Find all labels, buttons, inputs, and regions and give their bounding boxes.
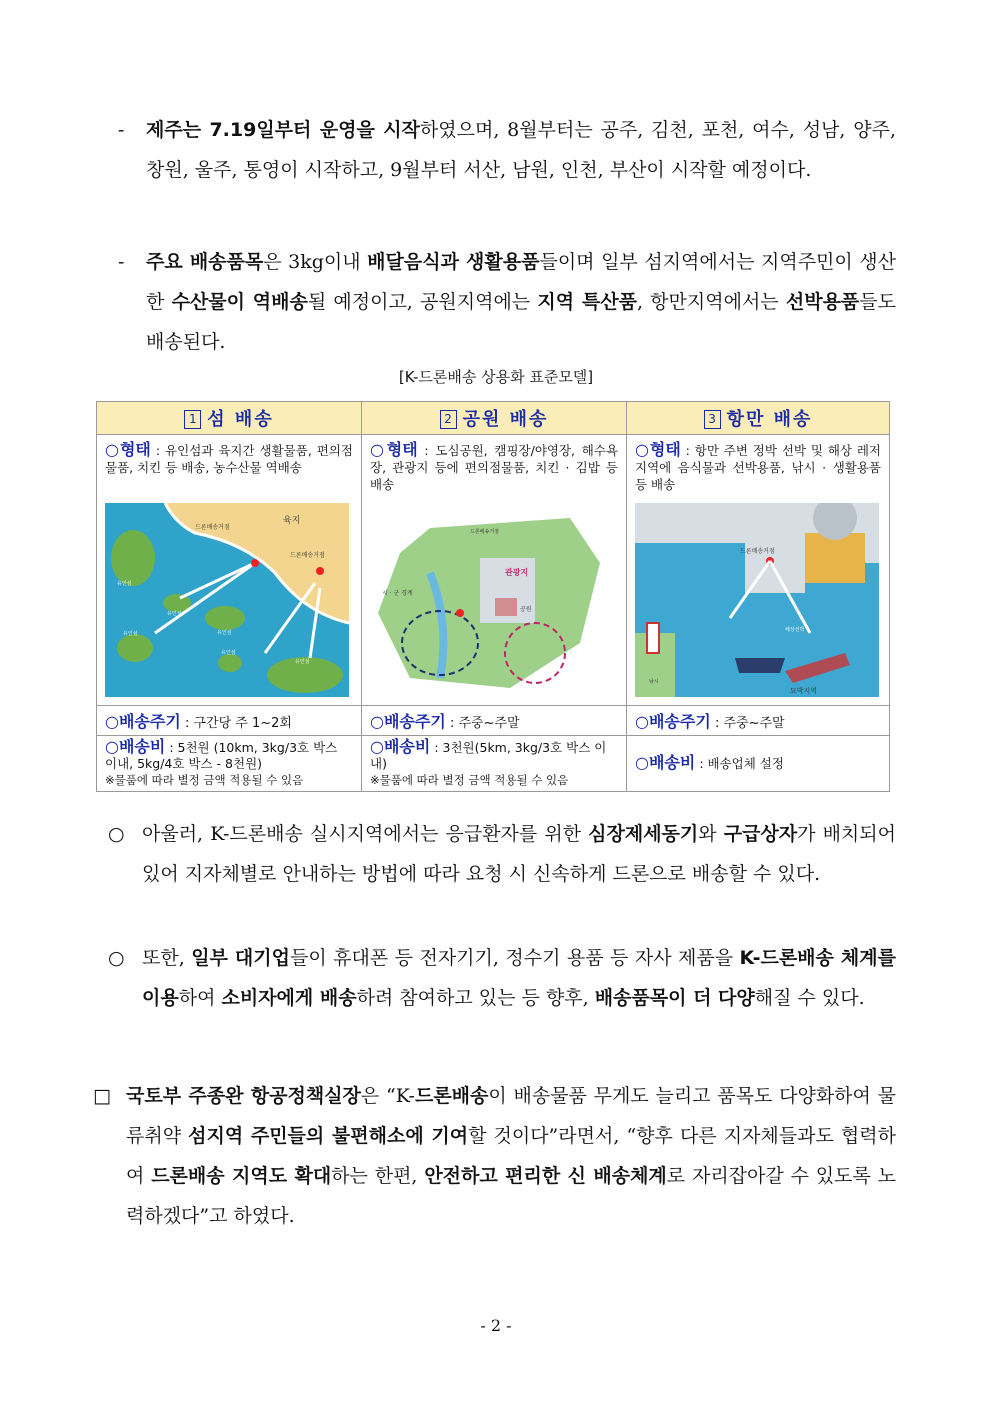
- port-delivery-illustration: [635, 503, 879, 697]
- map-label: 해상선박: [785, 627, 805, 633]
- park-delivery-illustration: [370, 503, 614, 697]
- column-header-park: [362, 402, 627, 435]
- form-label: ○형태: [635, 440, 681, 459]
- cycle-text: : 주중~주말: [714, 716, 785, 731]
- map-label: 유인섬: [167, 611, 182, 617]
- column-title: 항만 배송: [726, 409, 813, 430]
- cycle-label: ○배송주기: [635, 712, 711, 731]
- island-fee-cell: [97, 736, 362, 792]
- number-box: 2: [440, 410, 457, 429]
- form-text: : 유인섬과 육지간 생활물품, 편의점물품, 치킨 등 배송, 농수산물 역배송: [105, 443, 353, 475]
- cycle-label: ○배송주기: [105, 712, 181, 731]
- island-delivery-illustration: [105, 503, 349, 697]
- map-label: 드론배송거점: [470, 529, 499, 535]
- form-label: ○형태: [370, 440, 418, 459]
- form-text: : 항만 주변 정박 선박 및 해상 레저지역에 음식물과 선박용품, 낚시 · 생활용품 등 배송: [635, 443, 881, 492]
- page-number: - 2 -: [480, 1316, 512, 1335]
- paragraph-jeju-schedule: 제주는 7.19일부터 운영을 시작하였으며, 8월부터는 공주, 김천, 포천, 여수, 성남, 양주, 창원, 울주, 통영이 시작하고, 9월부터 서산, 남원, 인천, 부산이 시작할 예정이다.: [146, 119, 896, 181]
- park-description-cell: [362, 435, 627, 706]
- park-cycle-cell: [362, 706, 627, 736]
- fee-label: ○배송비: [370, 737, 431, 756]
- island-cycle-cell: [97, 706, 362, 736]
- map-label: 드론배송거점: [195, 524, 230, 531]
- map-label: 유인섬: [123, 631, 138, 637]
- map-label: 유인섬: [295, 659, 310, 665]
- square-marker: □: [93, 1085, 111, 1107]
- port-cycle-cell: [627, 706, 890, 736]
- column-title: 공원 배송: [462, 409, 549, 430]
- cycle-text: : 주중~주말: [449, 716, 520, 731]
- form-text: : 도심공원, 캠핑장/야영장, 해수욕장, 관광지 등에 편의점물품, 치킨 · 김밥 등 배송: [370, 443, 618, 492]
- fee-text: : 5천원 (10km, 3kg/3호 박스 이내, 5kg/4호 박스 - 8천원): [105, 740, 338, 771]
- map-label: 유인섬: [221, 650, 236, 656]
- island-description-cell: [97, 435, 362, 706]
- fee-label: ○배송비: [105, 737, 166, 756]
- number-box: 1: [184, 410, 201, 429]
- dash-marker: -: [118, 119, 125, 141]
- paragraph-emergency-delivery: 아울러, K-드론배송 실시지역에서는 응급환자를 위한 심장제세동기와 구급상자가 배치되어 있어 지자체별로 안내하는 방법에 따라 요청 시 신속하게 드론으로 배송할 수 있다.: [142, 823, 896, 885]
- map-label: 육지: [283, 516, 301, 526]
- paragraph-corporate-participation: 또한, 일부 대기업들이 휴대폰 등 전자기기, 정수기 용품 등 자사 제품을 K-드론배송 체계를 이용하여 소비자에게 배송하려 참여하고 있는 등 향후, 배송품목이 더 다양해질 수 있다.: [142, 947, 896, 1009]
- port-fee-cell: [627, 736, 890, 792]
- paragraph-official-statement: 국토부 주종완 항공정책실장은 “K-드론배송이 배송물품 무게도 늘리고 품목도 다양화하여 물류취약 섬지역 주민들의 불편해소에 기여할 것이다”라면서, “향후 다른 지자체들과도 협력하여 드론배송 지역도 확대하는 한편, 안전하고 편리한 신 배송체계로 자리잡아갈 수 있도록 노력하겠다”고 하였다.: [126, 1085, 896, 1227]
- fee-note: ※물품에 따라 별정 금액 적용될 수 있음: [105, 773, 304, 787]
- form-label: ○형태: [105, 440, 151, 459]
- cycle-text: : 구간당 주 1~2회: [184, 716, 292, 731]
- map-label: 유인섬: [217, 630, 232, 636]
- dash-marker: -: [118, 251, 125, 273]
- table-caption: [K-드론배송 상용화 표준모델]: [398, 368, 594, 386]
- map-label: 드론배송거점: [740, 548, 775, 555]
- circle-marker: ○: [108, 947, 125, 969]
- column-header-island: [97, 402, 362, 435]
- paragraph-delivery-items: 주요 배송품목은 3kg이내 배달음식과 생활용품들이며 일부 섬지역에서는 지역주민이 생산한 수산물이 역배송될 예정이고, 공원지역에는 지역 특산품, 항만지역에서는 선박용품들도 배송된다.: [146, 251, 896, 353]
- map-label: 공원: [520, 606, 532, 613]
- park-fee-cell: [362, 736, 627, 792]
- column-title: 섬 배송: [207, 409, 274, 430]
- map-label: 유인섬: [117, 581, 132, 587]
- cycle-label: ○배송주기: [370, 712, 446, 731]
- number-box: 3: [704, 410, 721, 429]
- port-description-cell: [627, 435, 890, 706]
- fee-label: ○배송비: [635, 753, 696, 772]
- column-header-port: [627, 402, 890, 435]
- map-label: 시 · 군 경계: [382, 590, 413, 597]
- fee-text: : 배송업체 설정: [699, 756, 784, 771]
- circle-marker: ○: [108, 823, 125, 845]
- fee-text: : 3천원(5km, 3kg/3호 박스 이내): [370, 740, 607, 771]
- map-label: 관광지: [505, 568, 529, 577]
- standard-model-table: [96, 401, 890, 792]
- map-label: 낚시: [649, 679, 659, 685]
- map-label: 묘박지역: [790, 687, 818, 695]
- fee-note: ※물품에 따라 별정 금액 적용될 수 있음: [370, 773, 569, 787]
- map-label: 드론배송거점: [290, 552, 325, 559]
